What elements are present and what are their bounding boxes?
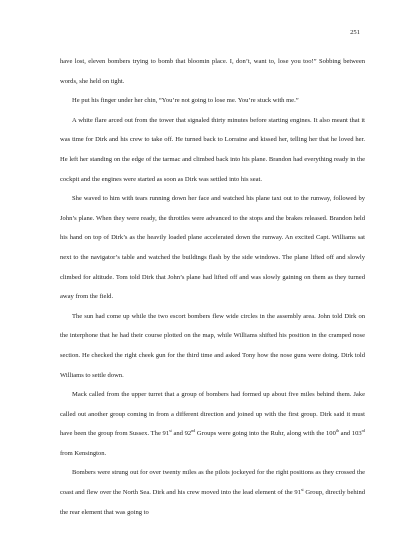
paragraph-text: Mack called from the upper turret that a group of bombers had formed up about five miles behind them. Jake called out another group coming in from a different direction and joined up with the first group. Dirk said it must have been the group from Sussex. The 91 (60, 391, 365, 438)
paragraph (60, 52, 365, 91)
paragraph-text: Group, directly behind the rear element that was going to (60, 489, 366, 516)
paragraph (60, 307, 365, 385)
paragraph-text: She waved to him with tears running down her face and watched his plane taxi out to the runway, followed by John’s plane. When they were ready, the throttles were advanced to the stops and the brakes released. Brandon held his hand on top of Dirk’s as the heavily loaded plane accelerated down the runway. An excited Capt. Williams sat next to the navigator’s table and watched the buildings flash by the side windows. The plane lifted off and slowly climbed for altitude. Tom told Dirk that John’s plane had lifted off and was slowly gaining on them as they turned away from the field. (60, 195, 365, 301)
page-number: 251 (350, 29, 360, 36)
ordinal-suffix: nd (191, 428, 196, 434)
paragraph-text: He put his finger under her chin, “You’re not going to lose me. You’re stuck with me.” (72, 97, 299, 105)
body-text (60, 52, 365, 522)
ordinal-suffix: th (335, 428, 339, 434)
paragraph (60, 189, 365, 307)
paragraph (60, 91, 365, 111)
paragraph-text: The sun had come up while the two escort bombers flew wide circles in the assembly area. John told Dirk on the interphone that he had their course plotted on the map, while Williams shifted his position in the cramped nose section. He checked the right cheek gun for the third time and asked Tony how the nose guns were doing. Dirk told Williams to settle down. (60, 312, 365, 379)
paragraph-text: Bombers were strung out for over twenty miles as the pilots jockeyed for the right positions as they crossed the coast and flew over the North Sea. Dirk and his crew moved into the lead element of the 91 (60, 469, 365, 497)
ordinal-suffix: st (300, 487, 304, 493)
paragraph-text: have lost, eleven bombers trying to bomb that bloomin place. I, don’t, want to, lose you too!” Sobbing between words, she held on tight. (60, 58, 365, 85)
paragraph (60, 463, 365, 522)
paragraph-text: and 103 (338, 430, 362, 438)
paragraph-text: from Kensington. (60, 449, 107, 457)
paragraph-text: A white flare arced out from the tower that signaled thirty minutes before starting engines. It also meant that it was time for Dirk and his crew to take off. He turned back to Lorraine and kissed her, telling her that he loved her. He left her standing on the edge of the tarmac and climbed back into his plane. Brandon had everything ready in the cockpit and the engines were started as soon as Dirk was settled into his seat. (60, 116, 365, 183)
paragraph-text: Groups were going into the Ruhr, along with the 100 (195, 430, 336, 438)
paragraph (60, 111, 365, 189)
paragraph-text: and 92 (171, 430, 192, 438)
ordinal-suffix: st (169, 428, 172, 434)
ordinal-suffix: rd (361, 428, 366, 434)
paragraph (60, 385, 365, 463)
